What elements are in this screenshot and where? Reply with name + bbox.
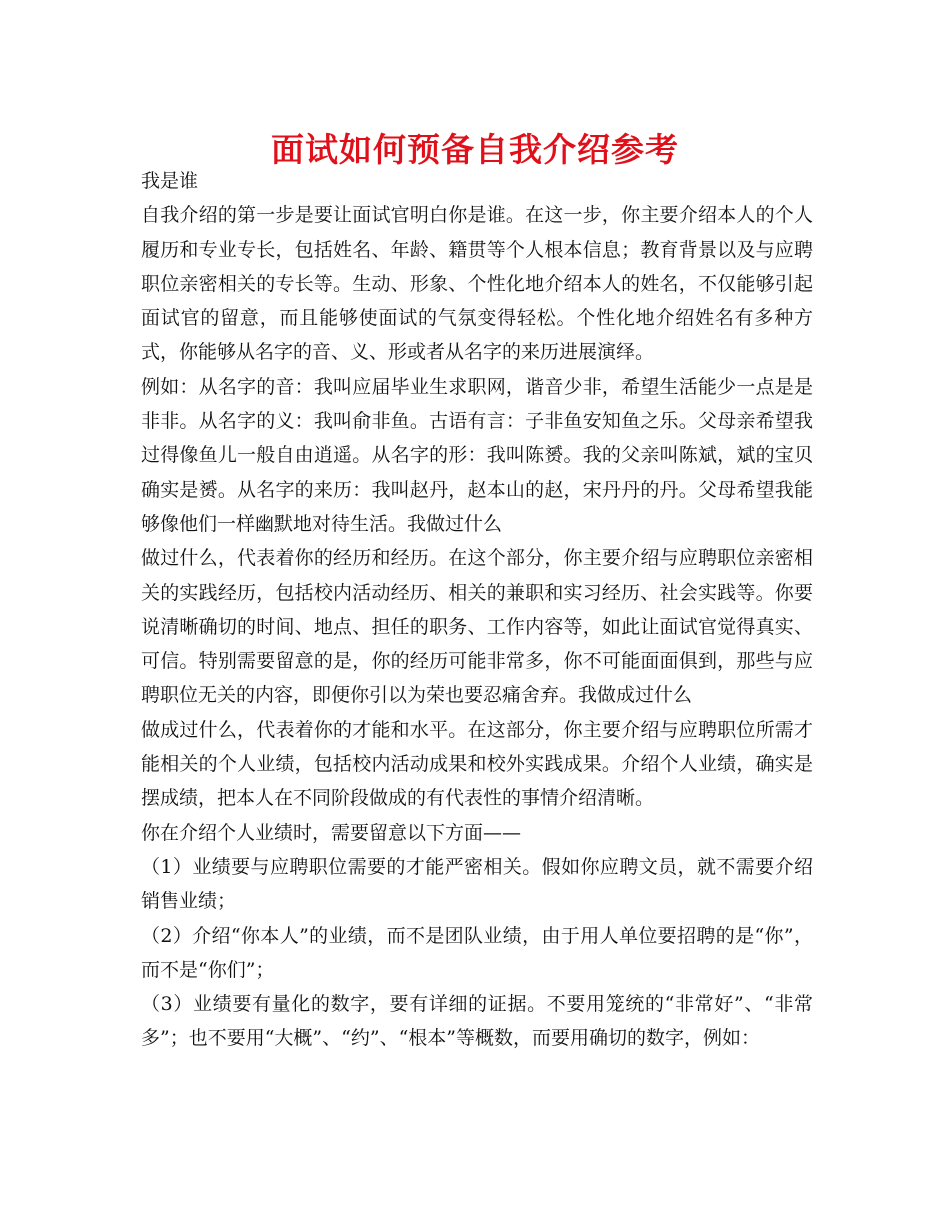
list-item-1: （1）业绩要与应聘职位需要的才能严密相关。假如你应聘文员，就不需要介绍销售业绩； xyxy=(141,855,813,913)
document-title: 面试如何预备自我介绍参考 xyxy=(271,130,679,169)
paragraph-achievements: 做成过什么，代表着你的才能和水平。在这部分，你主要介绍与应聘职位所需才能相关的个人业绩，包括校内活动成果和校外实践成果。介绍个人业绩，确实是摆成绩，把本人在不同阶段做成的有代表性的事情介绍清晰。 xyxy=(141,718,813,810)
list-item-2: （2）介绍“你本人”的业绩，而不是团队业绩，由于用人单位要招聘的是“你”，而不是“你们”； xyxy=(141,924,813,981)
paragraph-self-intro: 自我介绍的第一步是要让面试官明白你是谁。在这一步，你主要介绍本人的个人履历和专业专长，包括姓名、年龄、籍贯等个人根本信息；教育背景以及与应聘职位亲密相关的专长等。生动、形象、个性化地介绍本人的姓名，不仅能够引起面试官的留意，而且能够使面试的气氛变得轻松。个性化地介绍姓名有多种方式，你能够从名字的音、义、形或者从名字的来历进展演绎。 xyxy=(141,204,813,364)
paragraph-notes-intro: 你在介绍个人业绩时，需要留意以下方面—— xyxy=(141,821,522,844)
document-body xyxy=(141,164,813,1056)
paragraph-who-am-i-heading: 我是谁 xyxy=(141,170,199,192)
list-item-3: （3）业绩要有量化的数字，要有详细的证据。不要用笼统的“非常好”、“非常多”；也不要用“大概”、“约”、“根本”等概数，而要用确切的数字，例如： xyxy=(141,993,813,1050)
paragraph-name-examples: 例如：从名字的音：我叫应届毕业生求职网，谐音少非，希望生活能少一点是是非非。从名字的义：我叫俞非鱼。古语有言：子非鱼安知鱼之乐。父母亲希望我过得像鱼儿一般自由逍遥。从名字的形：我叫陈赟。我的父亲叫陈斌，斌的宝贝确实是赟。从名字的来历：我叫赵丹，赵本山的赵，宋丹丹的丹。父母希望我能够像他们一样幽默地对待生活。我做过什么 xyxy=(141,375,813,535)
paragraph-experience: 做过什么，代表着你的经历和经历。在这个部分，你主要介绍与应聘职位亲密相关的实践经历，包括校内活动经历、相关的兼职和实习经历、社会实践等。你要说清晰确切的时间、地点、担任的职务、工作内容等，如此让面试官觉得真实、可信。特别需要留意的是，你的经历可能非常多，你不可能面面俱到，那些与应聘职位无关的内容，即便你引以为荣也要忍痛舍弃。我做成过什么 xyxy=(141,547,813,707)
